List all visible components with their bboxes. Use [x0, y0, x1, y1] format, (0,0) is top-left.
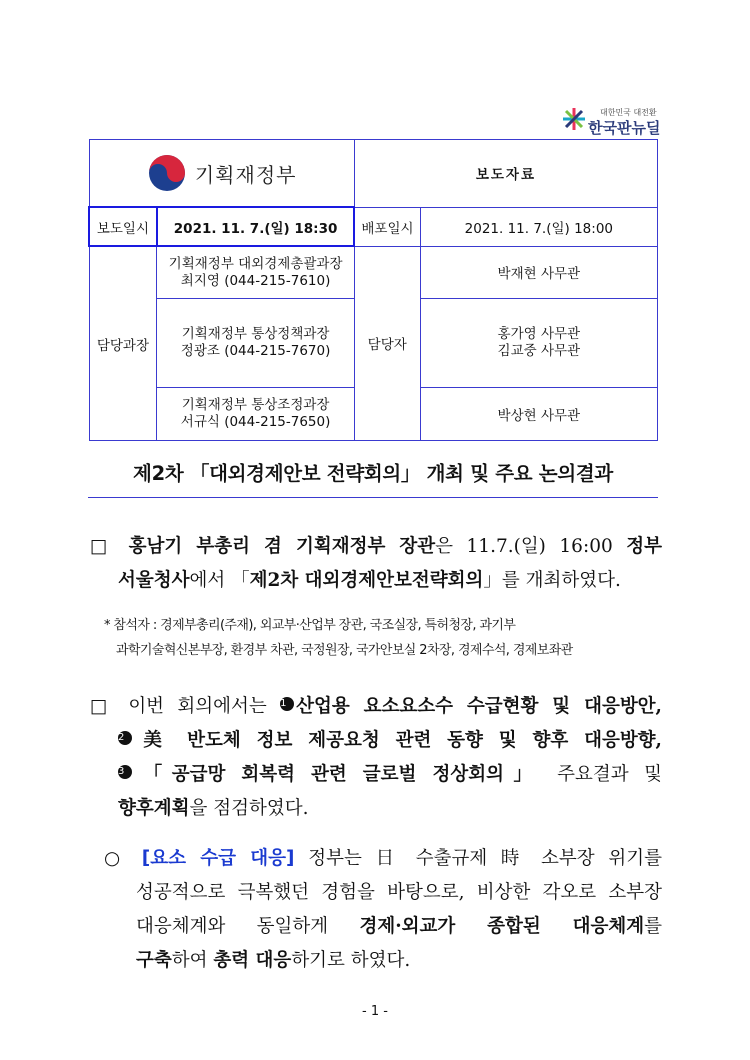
bold-text: 홍남기 부총리 겸 기획재정부 장관 [128, 536, 436, 557]
bold-text: 제2차 대외경제안보전략회의 [249, 570, 484, 591]
contact-staff-1 [420, 246, 657, 299]
circle-bullet: ○ [104, 848, 129, 869]
embargo-value: 2021. 11. 7.(일) 18:30 [157, 207, 355, 246]
circled-number-icon: 1 [280, 697, 294, 711]
para2-line1 [90, 690, 662, 724]
para1-line2 [90, 564, 662, 598]
distribution-value: 2021. 11. 7.(일) 18:00 [420, 207, 657, 246]
contact-dept-name: 최지영 (044-215-7610) [180, 272, 331, 289]
document-title: 보도자료 [354, 140, 657, 208]
contact-dept-title: 기획재정부 대외경제총괄과장 [168, 255, 343, 272]
para3-line3 [104, 910, 662, 944]
korean-new-deal-logo [560, 103, 670, 141]
headline-divider [88, 497, 658, 498]
text: 주요결과 및 [541, 764, 662, 785]
bold-text: 경제·외교가 종합된 대응체계 [359, 916, 645, 937]
bold-text: 산업용 요소요소수 수급현황 및 대응방안, [296, 696, 662, 717]
staff-name: 김교중 사무관 [497, 343, 581, 359]
text: 하여 [171, 950, 214, 971]
bold-text: 총력 대응 [213, 950, 292, 971]
bold-text: 서울청사 [118, 570, 190, 591]
square-bullet: □ [90, 696, 115, 717]
para3-line2: 성공적으로 극복했던 경험을 바탕으로, 비상한 각오로 소부장 [136, 882, 662, 903]
dept-head-label: 담당과장 [89, 246, 157, 441]
distribution-label: 배포일시 [354, 207, 420, 246]
bold-text: 구축 [136, 950, 172, 971]
contact-staff-3 [420, 388, 657, 441]
square-bullet: □ [90, 536, 116, 557]
circled-number-icon: 2 [118, 731, 132, 745]
para3-line1 [104, 842, 662, 876]
logo-subtitle: 대한민국 대전환 [600, 108, 657, 117]
contact-dept-title: 기획재정부 통상정책과장 [181, 326, 330, 342]
bold-text: 美 반도체 정보 제공요청 관련 동향 및 향후 대응방향, [134, 730, 662, 751]
circled-number-icon: 3 [118, 765, 132, 779]
para2-line4 [90, 792, 662, 826]
contact-dept-name: 서규식 (044-215-7650) [180, 414, 331, 430]
para1-line1 [90, 530, 662, 564]
staff-name: 홍가영 사무관 [497, 326, 581, 342]
text: 정부는 日 수출규제 時 소부장 위기를 [294, 848, 662, 869]
text: 하기로 하였다. [291, 950, 411, 971]
contact-dept-name: 정광조 (044-215-7670) [180, 343, 331, 359]
para3-line4 [104, 944, 662, 978]
para2-line3 [90, 758, 662, 792]
logo-title: 한국판뉴딜 [588, 119, 661, 137]
paragraph-agenda [90, 690, 662, 826]
paragraph-meeting [90, 530, 662, 598]
contact-dept-3 [157, 388, 355, 441]
ministry-name: 기획재정부 [194, 162, 297, 187]
text: 은 11.7.(일) 16:00 [435, 536, 627, 557]
new-deal-mark-icon [560, 105, 588, 133]
headline: 제2차 「대외경제안보 전략회의」 개최 및 주요 논의결과 [133, 462, 613, 485]
ministry-logo-cell [89, 140, 354, 208]
note-line2: 과학기술혁신본부장, 환경부 차관, 국정원장, 국가안보실 2차장, 경제수석, 경제보좌관 [116, 643, 573, 658]
attendee-note [104, 613, 664, 663]
text: 에서 「 [189, 570, 250, 591]
taegeuk-icon [147, 153, 187, 193]
paragraph-urea-response [104, 842, 662, 978]
section-tag: [요소 수급 대응] [141, 848, 295, 869]
text: 이번 회의에서는 [128, 696, 281, 717]
para2-line2 [90, 724, 662, 758]
note-line1: * 참석자 : 경제부총리(주재), 외교부·산업부 장관, 국조실장, 특허청장, 과기부 [104, 618, 516, 633]
contact-staff-2 [420, 299, 657, 388]
contact-dept-title: 기획재정부 통상조정과장 [181, 397, 330, 413]
bold-text: 「공급망 회복력 관련 글로벌 정상회의」 [134, 764, 542, 785]
bold-text: 정부 [626, 536, 662, 557]
text: 을 점검하였다. [189, 798, 309, 819]
press-release-header-table [88, 139, 658, 441]
text: 를 [644, 916, 662, 937]
staff-name: 박상현 사무관 [497, 408, 581, 424]
contact-dept-1 [157, 246, 355, 299]
text: 」를 개최하였다. [483, 570, 621, 591]
embargo-label: 보도일시 [89, 207, 157, 246]
contact-dept-2 [157, 299, 355, 388]
staff-label: 담당자 [354, 246, 420, 441]
page-number: - 1 - [362, 1004, 388, 1019]
text: 대응체계와 동일하게 [136, 916, 360, 937]
bold-text: 향후계획 [118, 798, 190, 819]
staff-name: 박재현 사무관 [497, 266, 581, 283]
